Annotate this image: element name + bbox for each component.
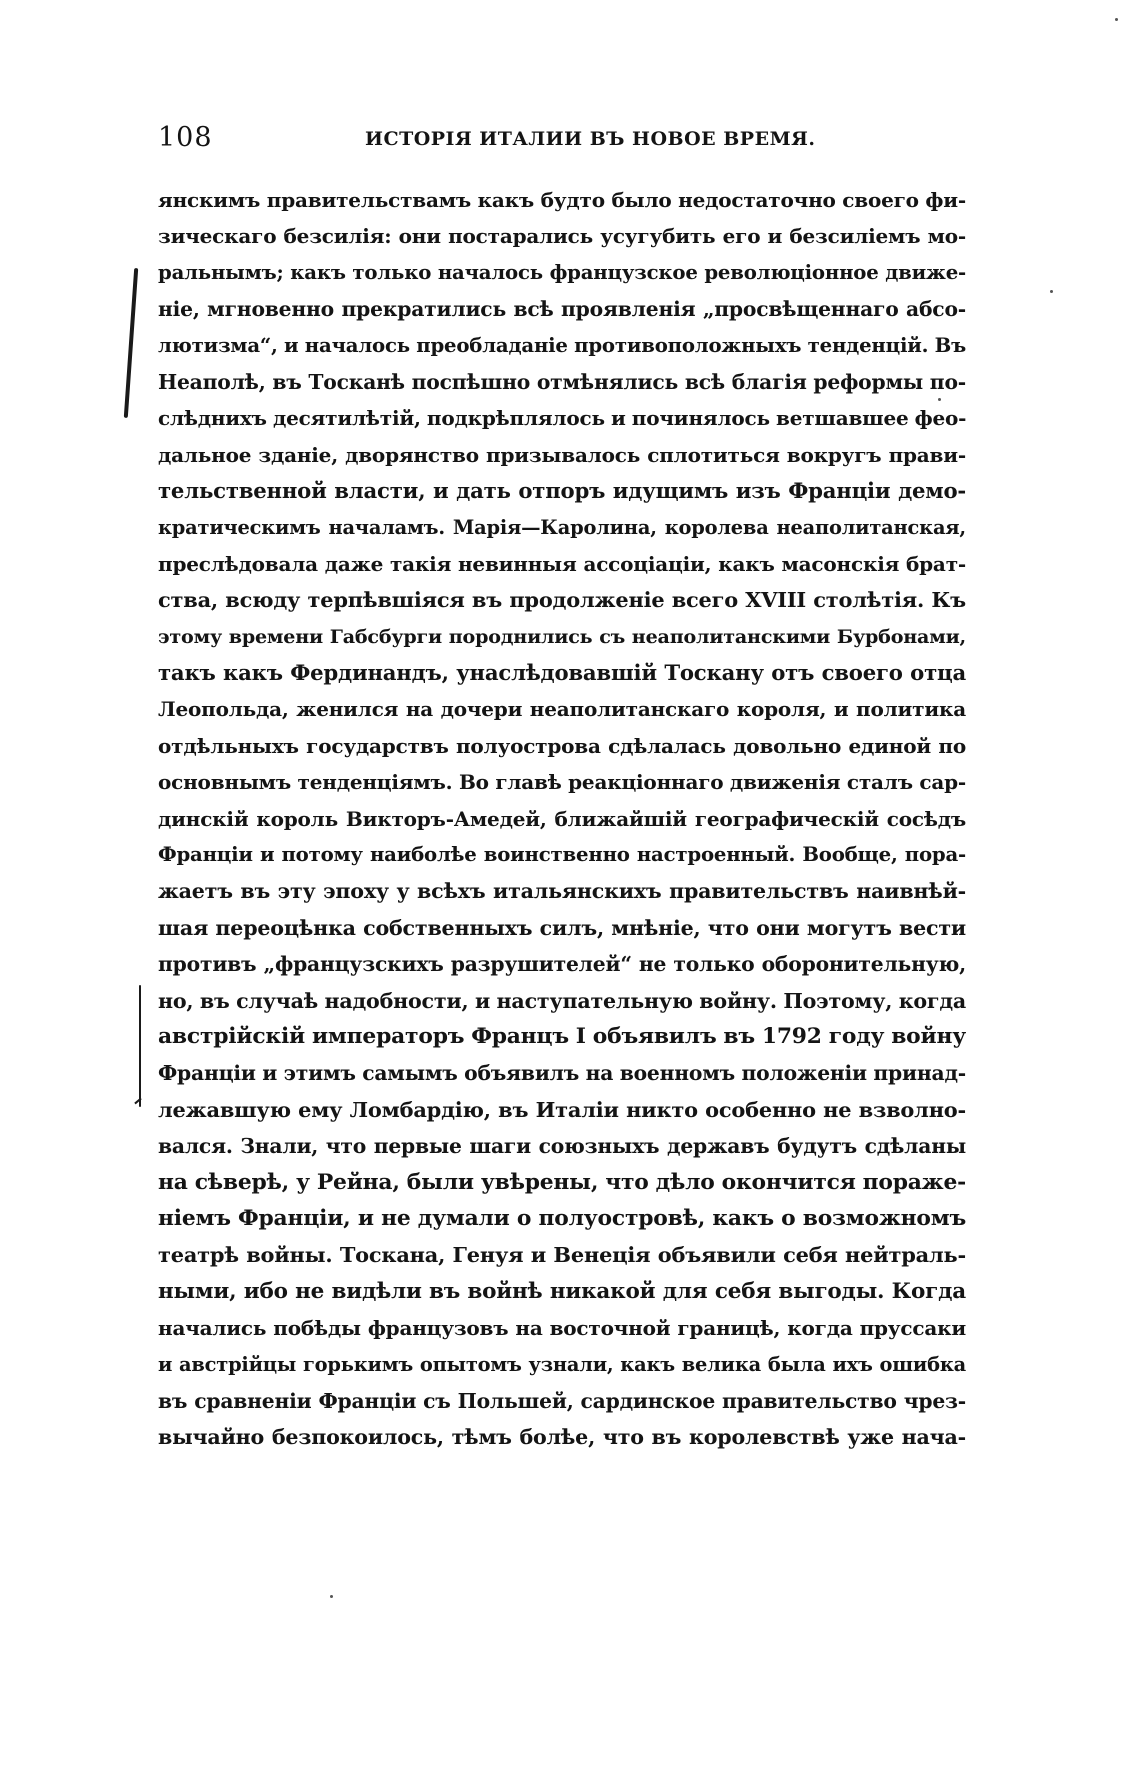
text-line: ніе, мгновенно прекратились всѣ проявленія „просвѣщеннаго абсо- xyxy=(158,297,966,322)
text-line: жаетъ въ эту эпоху у всѣхъ итальянскихъ правительствъ наивнѣй- xyxy=(158,879,966,904)
text-line: слѣднихъ десятилѣтій, подкрѣплялось и починялось ветшавшее фео- xyxy=(158,406,967,431)
margin-pencil-bracket xyxy=(139,985,141,1107)
scan-speck xyxy=(1050,290,1053,293)
text-line: Франціи и этимъ самымъ объявилъ на военномъ положеніи принад- xyxy=(158,1061,966,1086)
text-line: такъ какъ Фердинандъ, унаслѣдовавшій Тоскану отъ своего отца xyxy=(158,660,966,686)
text-line: этому времени Габсбурги породнились съ неаполитанскими Бурбонами, xyxy=(158,624,966,648)
scan-speck xyxy=(1115,18,1118,21)
text-line: на сѣверѣ, у Рейна, были увѣрены, что дѣло окончится пораже- xyxy=(158,1169,966,1195)
text-line: ніемъ Франціи, и не думали о полуостровѣ, какъ о возможномъ xyxy=(158,1205,966,1231)
text-line: и австрійцы горькимъ опытомъ узнали, какъ велика была ихъ ошибка xyxy=(158,1352,966,1376)
text-line: лютизма“, и началось преобладаніе противоположныхъ тенденцій. Въ xyxy=(158,333,966,357)
text-line: австрійскій императоръ Францъ I объявилъ въ 1792 году войну xyxy=(158,1023,966,1049)
text-line: отдѣльныхъ государствъ полуострова сдѣлалась довольно единой по xyxy=(158,733,966,758)
text-line: лежавшую ему Ломбардію, въ Италіи никто особенно не взволно- xyxy=(158,1096,966,1122)
text-line: противъ „французскихъ разрушителей“ не только оборонительную, xyxy=(158,952,966,977)
text-line: но, въ случаѣ надобности, и наступательную войну. Поэтому, когда xyxy=(158,988,966,1013)
text-line: дальное зданіе, дворянство призывалось сплотиться вокругъ прави- xyxy=(158,442,966,467)
body-text xyxy=(158,182,966,1456)
text-line: ными, ибо не видѣли въ войнѣ никакой для себя выгоды. Когда xyxy=(158,1278,966,1304)
text-line: Леопольда, женился на дочери неаполитанскаго короля, и политика xyxy=(158,697,966,722)
text-line: преслѣдовала даже такія невинныя ассоціаціи, какъ масонскія брат- xyxy=(158,551,966,576)
text-line: динскій король Викторъ-Амедей, ближайшій географическій сосѣдъ xyxy=(158,806,966,831)
text-line: Франціи и потому наиболѣе воинственно настроенный. Вообще, пора- xyxy=(158,843,966,867)
text-line: ральнымъ; какъ только началось французское революціонное движе- xyxy=(158,260,966,284)
running-title: ИСТОРІЯ ИТАЛИИ ВЪ НОВОЕ ВРЕМЯ. xyxy=(365,128,816,150)
text-line: основнымъ тенденціямъ. Во главѣ реакціоннаго движенія сталъ сар- xyxy=(158,770,966,795)
text-line: шая переоцѣнка собственныхъ силъ, мнѣніе, что они могутъ вести xyxy=(158,915,966,940)
text-line: Неаполѣ, въ Тосканѣ поспѣшно отмѣнялись всѣ благія реформы по- xyxy=(158,369,966,394)
text-line: вычайно безпокоилось, тѣмъ болѣе, что въ королевствѣ уже нача- xyxy=(158,1425,966,1450)
text-line: зическаго безсилія: они постарались усугубить его и безсиліемъ мо- xyxy=(158,224,966,249)
scan-speck xyxy=(330,1595,333,1598)
text-line: тельственной власти, и дать отпоръ идущимъ изъ Франціи демо- xyxy=(158,478,966,504)
text-line: вался. Знали, что первые шаги союзныхъ державъ будутъ сдѣланы xyxy=(158,1134,966,1159)
text-line: кратическимъ началамъ. Марія—Каролина, королева неаполитанская, xyxy=(158,515,966,539)
text-line: ства, всюду терпѣвшіяся въ продолженіе всего XVIII столѣтія. Къ xyxy=(158,587,966,613)
text-line: въ сравненіи Франціи съ Польшей, сардинское правительство чрез- xyxy=(158,1388,966,1413)
text-line: театрѣ войны. Тоскана, Генуя и Венеція объявили себя нейтраль- xyxy=(158,1242,966,1268)
page-number: 108 xyxy=(158,122,213,153)
margin-pencil-mark xyxy=(124,268,138,418)
text-line: янскимъ правительствамъ какъ будто было недостаточно своего фи- xyxy=(158,188,966,212)
text-line: начались побѣды французовъ на восточной границѣ, когда пруссаки xyxy=(158,1316,966,1341)
